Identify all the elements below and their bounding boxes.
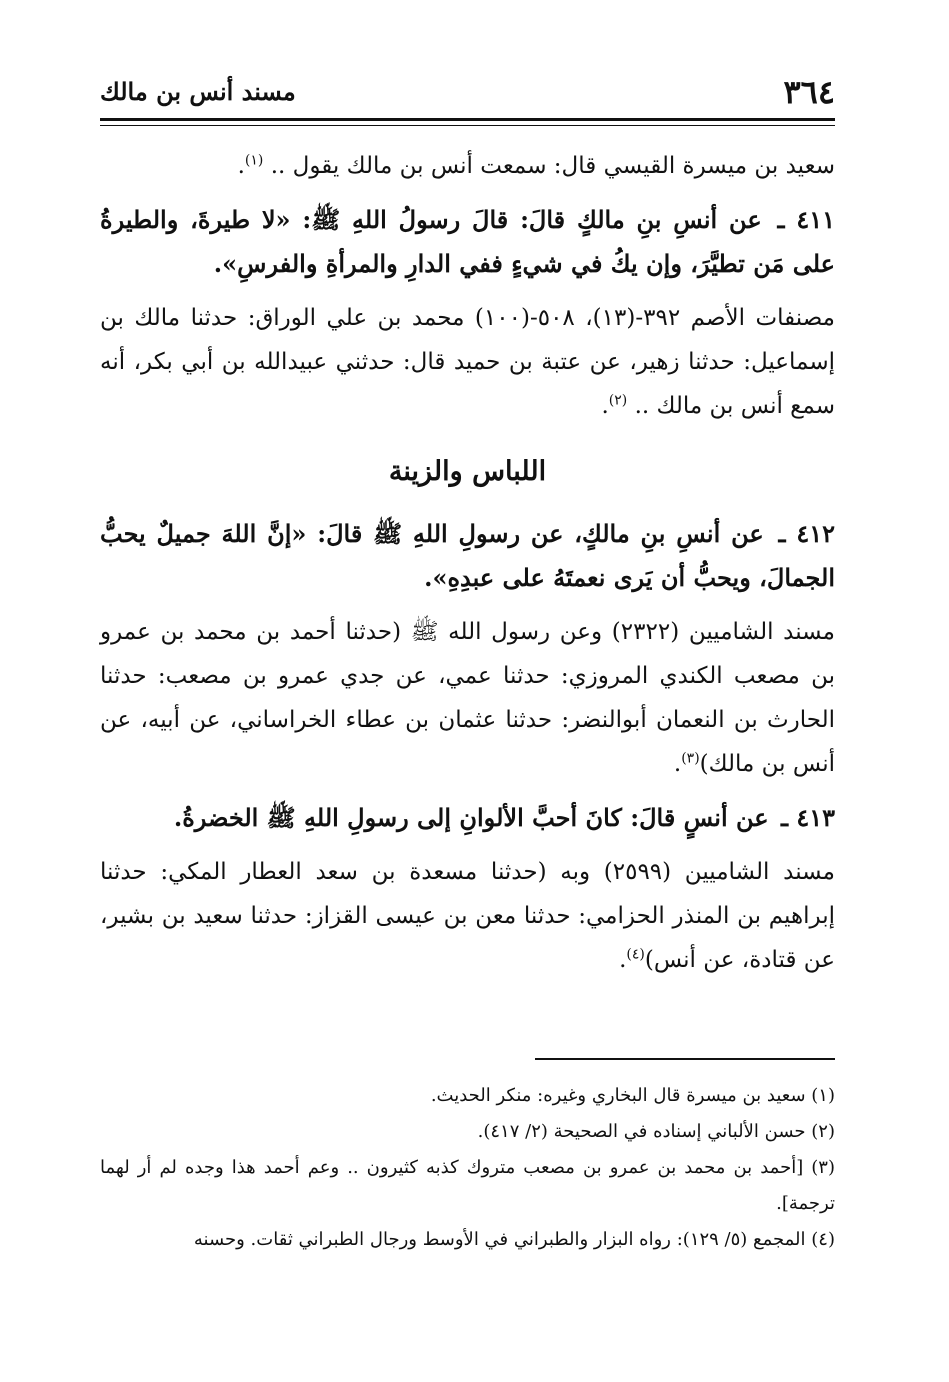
intro-paragraph: سعيد بن ميسرة القيسي قال: سمعت أنس بن مالك يقول .. $^{(١)}$.	[237, 152, 835, 179]
running-title: مسند أنس بن مالك	[100, 77, 296, 106]
section-heading: اللباس والزينة	[388, 456, 547, 487]
footnotes	[100, 1078, 835, 1258]
header-rule-thin	[100, 125, 835, 126]
footnote-separator	[535, 1058, 835, 1060]
hadith-number: ٤١٢ ـ	[778, 519, 836, 548]
footnote-ref-1: (١)	[244, 152, 264, 169]
footnote-ref-2: (٢)	[608, 392, 628, 409]
page-body	[100, 144, 835, 992]
hadith-412	[100, 512, 835, 600]
hadith-411-source: مصنفات الأصم ٣٩٢-(١٣)، ٥٠٨-(١٠٠) محمد بن علي الوراق: حدثنا مالك بن إسماعيل: حدثنا زهير، عن عتبة بن حميد قال: حدثني عبيدالله بن أبي بكر، أنه سمع أنس بن مالك .. $^{(٢)}$.	[100, 305, 835, 419]
hadith-412-source: مسند الشاميين (٢٣٢٢) وعن رسول الله ﷺ (حدثنا أحمد بن محمد بن عمرو بن مصعب الكندي المروزي: حدثنا عمي، عن جدي عمرو بن مصعب: حدثنا الحارث بن النعمان أبوالنضر: حدثنا عثمان بن عطاء الخراساني، عن أبيه، عن أنس بن مالك)$^{(٣)}$.	[100, 619, 835, 777]
hadith-text: عن أنسٍ قالَ: كانَ أحبَّ الألوانِ إلى رسولِ اللهِ ﷺ الخضرةُ.	[173, 803, 769, 832]
book-page	[100, 70, 836, 1250]
hadith-411	[100, 198, 835, 286]
hadith-number: ٤١١ ـ	[777, 205, 835, 234]
footnote-2: (٢) حسن الألباني إسناده في الصحيحة (٢/ ٤١٧).	[477, 1121, 835, 1142]
footnote-3: (٣) [أحمد بن محمد بن عمرو بن مصعب متروك كذبه كثيرون .. وعم أحمد هذا وجده لم أر لهما ترجمة].	[100, 1157, 835, 1214]
footnote-1: (١) سعيد بن ميسرة قال البخاري وغيره: منكر الحديث.	[430, 1085, 835, 1106]
header-rule-thick	[100, 118, 835, 121]
hadith-413-source: مسند الشاميين (٢٥٩٩) وبه (حدثنا مسعدة بن سعد العطار المكي: حدثنا إبراهيم بن المنذر الحزامي: حدثنا معن بن عيسى القزاز: حدثنا سعيد بن بشير، عن قتادة، عن أنس)$^{(٤)}$.	[100, 859, 835, 973]
page-header	[100, 70, 835, 116]
hadith-text: عن أنسِ بنِ مالكٍ قالَ: قالَ رسولُ اللهِ ﷺ: «لا طيرةَ، والطيرةُ على مَن تطيَّرَ، وإن يكُ في شيءٍ ففي الدارِ والمرأةِ والفرسِ».	[100, 205, 835, 278]
footnote-ref-3: (٣)	[681, 750, 700, 767]
footnote-ref-4: (٤)	[626, 946, 645, 963]
hadith-number: ٤١٣ ـ	[780, 803, 835, 832]
hadith-413	[100, 796, 835, 840]
page-number: ٣٦٤	[783, 73, 835, 111]
footnote-4: (٤) المجمع (٥/ ١٢٩): رواه البزار والطبراني في الأوسط ورجال الطبراني ثقات. وحسنه	[193, 1229, 835, 1250]
hadith-text: عن أنسِ بنِ مالكٍ، عن رسولِ اللهِ ﷺ قالَ: «إنَّ اللهَ جميلٌ يحبُّ الجمالَ، ويحبُّ أن يَرى نعمتَهُ على عبدِهِ».	[100, 519, 835, 592]
